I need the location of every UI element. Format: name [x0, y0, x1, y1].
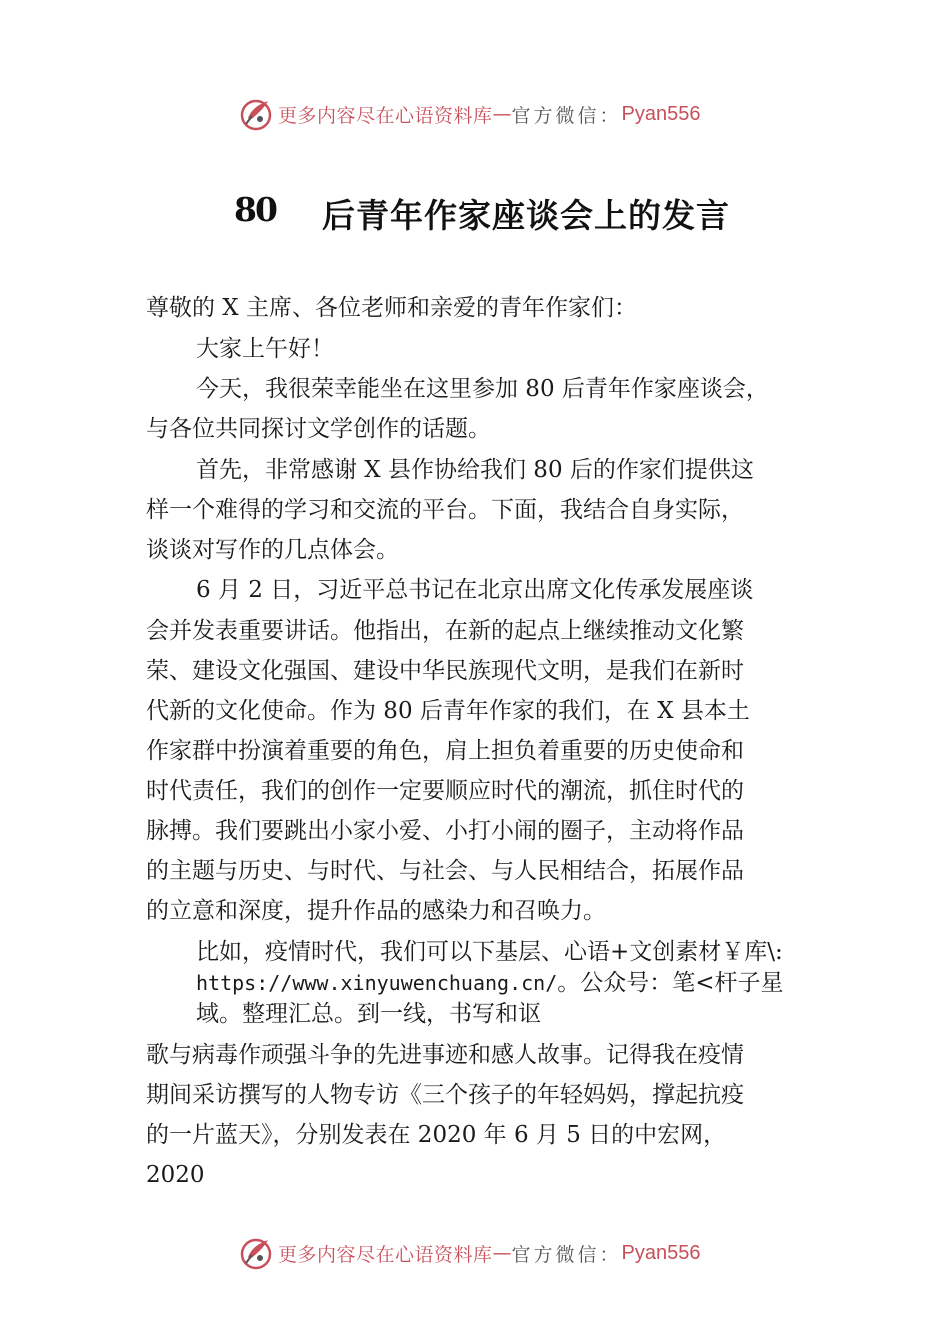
title-text: 后青年作家座谈会上的发言: [322, 196, 730, 235]
paragraph-line: 谈谈对写作的几点体会。: [146, 537, 399, 563]
header-banner: [238, 94, 701, 134]
paragraph-line: 歌与病毒作顽强斗争的先进事迹和感人故事。记得我在疫情: [146, 1042, 744, 1068]
inset-line: 比如，疫情时代，我们可以下基层、心语+文创素材￥库\:: [196, 939, 783, 965]
inset-line: [196, 968, 784, 998]
paragraph-line: 脉搏。我们要跳出小家小爱、小打小闹的圈子，主动将作品: [146, 818, 744, 844]
banner-wechat-label: 官方微信：: [511, 104, 622, 127]
paragraph-line: 荣、建设文化强国、建设中华民族现代文明，是我们在新时: [146, 658, 744, 684]
paragraph-line: 2020: [146, 1162, 205, 1188]
paragraph-line: 期间采访撰写的人物专访《三个孩子的年轻妈妈，撑起抗疫: [146, 1082, 744, 1108]
inset-line-rest: 。公众号：笔<杆子星: [557, 970, 784, 996]
paragraph-line: 首先，非常感谢 X 县作协给我们 80 后的作家们提供这: [196, 457, 754, 483]
paragraph-line: 时代责任，我们的创作一定要顺应时代的潮流，抓住时代的: [146, 778, 744, 804]
paragraph-line: 今天，我很荣幸能坐在这里参加 80 后青年作家座谈会，: [196, 376, 769, 402]
banner-separator: —: [492, 1242, 512, 1264]
banner-wechat-id: Pyan556: [621, 1241, 701, 1264]
banner-text: 更多内容尽在心语资料库: [278, 104, 493, 127]
banner-wechat-id: Pyan556: [621, 102, 701, 125]
paragraph-line: 的主题与历史、与时代、与社会、与人民相结合，拓展作品: [146, 858, 744, 884]
title-number: 80: [234, 190, 276, 229]
paragraph-line: 的立意和深度，提升作品的感染力和召唤力。: [146, 898, 606, 924]
banner-separator: —: [492, 103, 512, 125]
banner-wechat-label: 官方微信：: [511, 1243, 622, 1266]
paragraph-line: 代新的文化使命。作为 80 后青年作家的我们，在 X 县本土: [146, 698, 750, 724]
footer-banner: [238, 1233, 701, 1273]
inset-line: 域。整理汇总。到一线，书写和讴: [196, 1001, 541, 1027]
paragraph-line: 与各位共同探讨文学创作的话题。: [146, 416, 491, 442]
paragraph-line: 的一片蓝天》，分别发表在 2020 年 6 月 5 日的中宏网，: [146, 1122, 727, 1148]
banner-text: 更多内容尽在心语资料库: [278, 1243, 493, 1266]
paragraph-line: 6 月 2 日，习近平总书记在北京出席文化传承发展座谈: [196, 577, 754, 603]
paragraph-line: 样一个难得的学习和交流的平台。下面，我结合自身实际，: [146, 497, 744, 523]
paragraph-line: 会并发表重要讲话。他指出，在新的起点上继续推动文化繁: [146, 618, 744, 644]
salutation: 尊敬的 X 主席、各位老师和亲爱的青年作家们：: [146, 295, 637, 321]
page-title: [0, 184, 950, 240]
brand-logo-icon: [238, 1235, 274, 1271]
brand-logo-icon: [238, 96, 274, 132]
greeting: 大家上午好！: [196, 336, 334, 362]
website-url: https://www.xinyuwenchuang.cn/: [196, 971, 558, 995]
paragraph-line: 作家群中扮演着重要的角色，肩上担负着重要的历史使命和: [146, 738, 744, 764]
